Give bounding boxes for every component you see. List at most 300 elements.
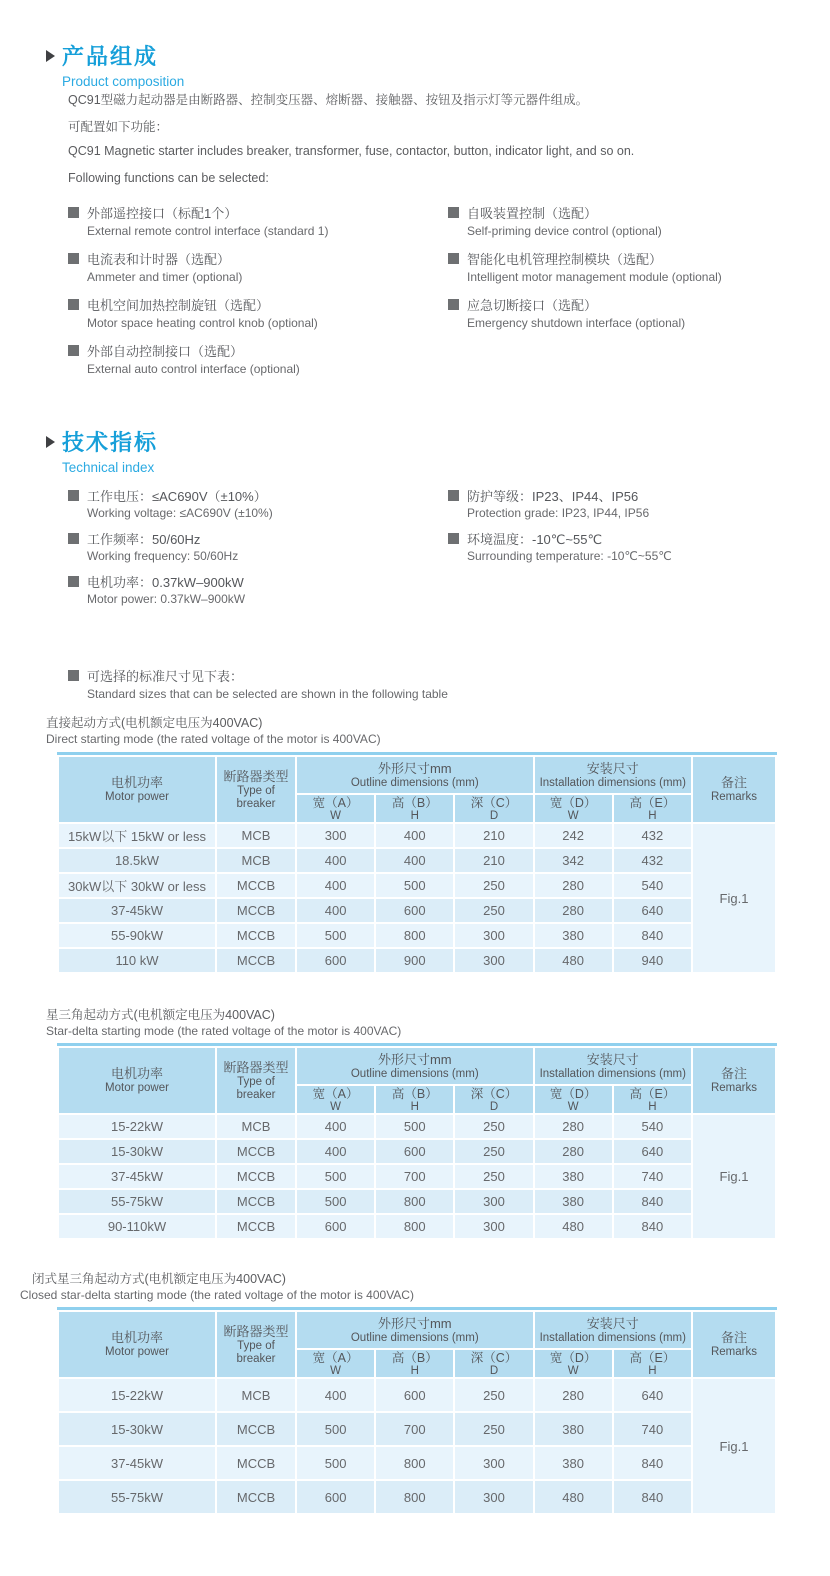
feature-item bbox=[68, 339, 440, 385]
subheader-label: 高（B） bbox=[391, 795, 438, 810]
dimension-cell: 300 bbox=[454, 1480, 533, 1514]
header-text-cn: 外形尺寸mm bbox=[377, 1315, 452, 1331]
dimension-cell: 800 bbox=[375, 1189, 454, 1214]
header-text-en: Remarks bbox=[710, 1082, 757, 1094]
col-header-remarks bbox=[692, 1047, 776, 1114]
subheader-label: 高（E） bbox=[629, 1350, 676, 1365]
subheader-label: 高（E） bbox=[629, 795, 676, 810]
breaker-type-cell: MCB bbox=[216, 823, 296, 848]
subheader-label: 宽（D） bbox=[549, 1350, 597, 1365]
motor-power-cell: 37-45kW bbox=[58, 1164, 216, 1189]
dimension-cell: 280 bbox=[534, 898, 613, 923]
header-text-cn: 备注 bbox=[720, 1330, 747, 1345]
header-text-cn: 电机功率 bbox=[110, 1066, 163, 1081]
spec-item-text-en: Surrounding temperature: -10℃~55℃ bbox=[467, 549, 672, 563]
feature-item-text-en: Emergency shutdown interface (optional) bbox=[467, 316, 686, 330]
dimension-cell: 250 bbox=[454, 1412, 533, 1446]
header-text-en: Motor power bbox=[105, 1082, 169, 1094]
subheader-letter: W bbox=[567, 1100, 579, 1113]
dimension-cell: 800 bbox=[375, 1214, 454, 1239]
section-product-composition-header bbox=[46, 40, 184, 89]
dimension-cell: 480 bbox=[534, 948, 613, 973]
dimension-cell: 400 bbox=[375, 848, 454, 873]
header-text-en: Motor power bbox=[105, 791, 169, 803]
section-title-cn: 产品组成 bbox=[62, 44, 159, 69]
subheader-label: 高（B） bbox=[391, 1086, 438, 1101]
intro-line-cn-1: QC91型磁力起动器是由断路器、控制变压器、熔断器、接触器、按钮及指示灯等元器件组成。 bbox=[68, 93, 589, 107]
dimension-cell: 840 bbox=[613, 923, 692, 948]
bullet-square-icon bbox=[448, 207, 459, 218]
section-arrow-icon bbox=[46, 50, 55, 62]
col-group-outline-dimensions bbox=[296, 1047, 534, 1085]
remark-cell: Fig.1 bbox=[692, 823, 776, 973]
subheader-letter: D bbox=[489, 809, 499, 822]
intro-line-en-2: Following functions can be selected: bbox=[68, 171, 269, 185]
col-header-height-b bbox=[375, 794, 454, 823]
bullet-square-icon bbox=[448, 299, 459, 310]
dimension-cell: 250 bbox=[454, 1164, 533, 1189]
col-group-installation-dimensions bbox=[534, 1311, 692, 1349]
standard-sizes-note bbox=[68, 664, 448, 710]
motor-power-cell: 18.5kW bbox=[58, 848, 216, 873]
table-header bbox=[58, 1047, 776, 1114]
subheader-letter: W bbox=[567, 1364, 579, 1377]
remark-cell: Fig.1 bbox=[692, 1114, 776, 1239]
header-text-en: Motor power bbox=[105, 1346, 169, 1358]
bullet-square-icon bbox=[68, 253, 79, 264]
feature-item-text-cn: 自吸装置控制（选配） bbox=[467, 206, 598, 221]
subheader-label: 宽（D） bbox=[549, 795, 597, 810]
header-text-en: Type of breaker bbox=[236, 1075, 276, 1101]
subheader-letter: H bbox=[410, 1364, 419, 1377]
breaker-type-cell: MCCB bbox=[216, 1139, 296, 1164]
subheader-label: 高（E） bbox=[629, 1086, 676, 1101]
col-header-width-a bbox=[296, 1085, 375, 1114]
feature-item-text-en: Motor space heating control knob (optional) bbox=[87, 316, 318, 330]
dimension-cell: 280 bbox=[534, 1139, 613, 1164]
direct-starting-dimensions-table bbox=[57, 755, 777, 974]
motor-power-cell: 55-75kW bbox=[58, 1480, 216, 1514]
feature-item-text-cn: 应急切断接口（选配） bbox=[467, 298, 598, 313]
header-text-en: Installation dimensions (mm) bbox=[539, 776, 686, 789]
subheader-label: 深（C） bbox=[470, 1350, 518, 1365]
table-row bbox=[58, 1378, 776, 1412]
dimension-cell: 600 bbox=[375, 898, 454, 923]
spec-item-text-cn: 防护等级：IP23、IP44、IP56 bbox=[467, 488, 639, 504]
subheader-label: 深（C） bbox=[470, 1086, 518, 1101]
feature-item bbox=[448, 293, 820, 339]
features-left-column bbox=[68, 201, 440, 385]
table-title-en: Direct starting mode (the rated voltage of the motor is 400VAC) bbox=[46, 732, 381, 746]
star-delta-dimensions-table bbox=[57, 1046, 777, 1240]
header-text-cn: 断路器类型 bbox=[223, 1059, 289, 1075]
feature-item bbox=[68, 293, 440, 339]
breaker-type-cell: MCB bbox=[216, 848, 296, 873]
header-text-cn: 断路器类型 bbox=[223, 1323, 289, 1339]
table-row bbox=[58, 1189, 776, 1214]
dimension-cell: 210 bbox=[454, 848, 533, 873]
dimension-cell: 242 bbox=[534, 823, 613, 848]
col-header-depth-c bbox=[454, 1349, 533, 1378]
dimension-cell: 840 bbox=[613, 1480, 692, 1514]
subheader-letter: H bbox=[410, 1100, 419, 1113]
bullet-square-icon bbox=[68, 299, 79, 310]
subheader-label: 宽（A） bbox=[312, 1086, 359, 1101]
note-text-cn: 可选择的标准尺寸见下表： bbox=[87, 669, 244, 684]
dimension-cell: 540 bbox=[613, 873, 692, 898]
intro-line-en-1: QC91 Magnetic starter includes breaker, transformer, fuse, contactor, button, indicator light, and so on. bbox=[68, 144, 635, 158]
breaker-type-cell: MCCB bbox=[216, 1446, 296, 1480]
subheader-label: 宽（D） bbox=[549, 1086, 597, 1101]
header-text-cn: 电机功率 bbox=[110, 1330, 163, 1345]
header-text-en: Outline dimensions (mm) bbox=[350, 776, 479, 789]
header-text-en: Remarks bbox=[710, 1346, 757, 1358]
col-header-breaker-type bbox=[216, 1047, 296, 1114]
dimension-cell: 400 bbox=[296, 1114, 375, 1139]
table-row bbox=[58, 848, 776, 873]
col-header-motor-power bbox=[58, 756, 216, 823]
motor-power-cell: 90-110kW bbox=[58, 1214, 216, 1239]
dimension-cell: 640 bbox=[613, 1378, 692, 1412]
subheader-label: 深（C） bbox=[470, 795, 518, 810]
motor-power-cell: 15-22kW bbox=[58, 1114, 216, 1139]
table-row bbox=[58, 1214, 776, 1239]
dimension-cell: 380 bbox=[534, 1446, 613, 1480]
feature-item-text-cn: 智能化电机管理控制模块（选配） bbox=[467, 252, 663, 267]
subheader-letter: H bbox=[410, 809, 419, 822]
dimension-cell: 500 bbox=[296, 923, 375, 948]
spec-item bbox=[68, 570, 440, 613]
table-header bbox=[58, 756, 776, 823]
dimension-cell: 300 bbox=[296, 823, 375, 848]
col-header-height-e bbox=[613, 794, 692, 823]
header-text-en: Outline dimensions (mm) bbox=[350, 1067, 479, 1080]
col-header-motor-power bbox=[58, 1047, 216, 1114]
col-header-depth-c bbox=[454, 794, 533, 823]
subheader-label: 宽（A） bbox=[312, 795, 359, 810]
header-text-cn: 安装尺寸 bbox=[586, 1051, 639, 1067]
dimension-cell: 432 bbox=[613, 823, 692, 848]
dimension-cell: 800 bbox=[375, 1446, 454, 1480]
dimension-cell: 250 bbox=[454, 1114, 533, 1139]
table-row bbox=[58, 1480, 776, 1514]
spec-item-text-cn: 环境温度：-10℃~55℃ bbox=[467, 531, 603, 547]
dimension-cell: 640 bbox=[613, 898, 692, 923]
header-text-en: Outline dimensions (mm) bbox=[350, 1331, 479, 1344]
dimension-cell: 300 bbox=[454, 1446, 533, 1480]
col-header-width-a bbox=[296, 794, 375, 823]
header-text-cn: 外形尺寸mm bbox=[377, 1051, 452, 1067]
spec-item-text-en: Working voltage: ≤AC690V (±10%) bbox=[87, 506, 273, 520]
spec-item bbox=[68, 484, 440, 527]
table-row bbox=[58, 898, 776, 923]
dimension-cell: 300 bbox=[454, 948, 533, 973]
col-header-breaker-type bbox=[216, 756, 296, 823]
spec-item-text-en: Working frequency: 50/60Hz bbox=[87, 549, 239, 563]
dimension-cell: 800 bbox=[375, 923, 454, 948]
dimension-cell: 250 bbox=[454, 873, 533, 898]
breaker-type-cell: MCCB bbox=[216, 948, 296, 973]
header-text-cn: 备注 bbox=[720, 775, 747, 790]
table-body bbox=[58, 823, 776, 973]
table1-title bbox=[46, 713, 381, 746]
spec-item bbox=[68, 527, 440, 570]
star-delta-table-wrap bbox=[57, 1043, 777, 1240]
closed-star-delta-dimensions-table bbox=[57, 1310, 777, 1515]
subheader-letter: H bbox=[648, 1100, 657, 1113]
header-text-cn: 断路器类型 bbox=[223, 768, 289, 784]
feature-item bbox=[68, 247, 440, 293]
col-header-remarks bbox=[692, 1311, 776, 1378]
dimension-cell: 400 bbox=[375, 823, 454, 848]
table3-title-en: Closed star-delta starting mode (the rated voltage of the motor is 400VAC) bbox=[20, 1288, 414, 1302]
breaker-type-cell: MCCB bbox=[216, 873, 296, 898]
dimension-cell: 400 bbox=[296, 1378, 375, 1412]
spec-item bbox=[448, 484, 820, 527]
dimension-cell: 280 bbox=[534, 1114, 613, 1139]
dimension-cell: 500 bbox=[375, 1114, 454, 1139]
motor-power-cell: 30kW以下 30kW or less bbox=[58, 873, 216, 898]
header-text-cn: 外形尺寸mm bbox=[377, 760, 452, 776]
bullet-square-icon bbox=[68, 576, 79, 587]
col-header-width-d bbox=[534, 794, 613, 823]
direct-starting-table-wrap bbox=[57, 752, 777, 974]
col-header-motor-power bbox=[58, 1311, 216, 1378]
dimension-cell: 210 bbox=[454, 823, 533, 848]
table2-title bbox=[46, 1005, 401, 1038]
dimension-cell: 600 bbox=[375, 1378, 454, 1412]
header-text-en: Installation dimensions (mm) bbox=[539, 1331, 686, 1344]
dimension-cell: 250 bbox=[454, 898, 533, 923]
dimension-cell: 500 bbox=[296, 1164, 375, 1189]
product-intro bbox=[68, 90, 634, 198]
dimension-cell: 700 bbox=[375, 1164, 454, 1189]
header-text-cn: 电机功率 bbox=[110, 775, 163, 790]
subheader-letter: H bbox=[648, 1364, 657, 1377]
motor-power-cell: 37-45kW bbox=[58, 1446, 216, 1480]
motor-power-cell: 15kW以下 15kW or less bbox=[58, 823, 216, 848]
motor-power-cell: 55-75kW bbox=[58, 1189, 216, 1214]
feature-item-text-cn: 外部自动控制接口（选配） bbox=[87, 344, 244, 359]
dimension-cell: 400 bbox=[296, 848, 375, 873]
col-header-width-d bbox=[534, 1349, 613, 1378]
table-row bbox=[58, 1412, 776, 1446]
subheader-letter: W bbox=[330, 809, 342, 822]
feature-item-text-en: Intelligent motor management module (optional) bbox=[467, 270, 722, 284]
breaker-type-cell: MCCB bbox=[216, 923, 296, 948]
section-title-en: Product composition bbox=[62, 74, 185, 89]
table-row bbox=[58, 1114, 776, 1139]
col-header-width-a bbox=[296, 1349, 375, 1378]
dimension-cell: 840 bbox=[613, 1189, 692, 1214]
breaker-type-cell: MCCB bbox=[216, 1214, 296, 1239]
dimension-cell: 840 bbox=[613, 1214, 692, 1239]
subheader-label: 宽（A） bbox=[312, 1350, 359, 1365]
bullet-square-icon bbox=[68, 345, 79, 356]
bullet-square-icon bbox=[68, 533, 79, 544]
dimension-cell: 640 bbox=[613, 1139, 692, 1164]
table-row bbox=[58, 823, 776, 848]
table-row bbox=[58, 923, 776, 948]
breaker-type-cell: MCCB bbox=[216, 1412, 296, 1446]
subheader-letter: D bbox=[489, 1100, 499, 1113]
feature-item bbox=[448, 247, 820, 293]
dimension-cell: 740 bbox=[613, 1412, 692, 1446]
dimension-cell: 250 bbox=[454, 1378, 533, 1412]
dimension-cell: 800 bbox=[375, 1480, 454, 1514]
dimension-cell: 480 bbox=[534, 1480, 613, 1514]
bullet-square-icon bbox=[68, 490, 79, 501]
breaker-type-cell: MCCB bbox=[216, 1189, 296, 1214]
dimension-cell: 250 bbox=[454, 1139, 533, 1164]
header-text-en: Type of breaker bbox=[236, 1339, 276, 1365]
feature-item-text-cn: 电机空间加热控制旋钮（选配） bbox=[87, 298, 270, 313]
dimension-cell: 300 bbox=[454, 923, 533, 948]
col-group-installation-dimensions bbox=[534, 756, 692, 794]
spec-item-text-cn: 工作频率：50/60Hz bbox=[87, 531, 201, 547]
table-row bbox=[58, 1164, 776, 1189]
col-group-outline-dimensions bbox=[296, 756, 534, 794]
dimension-cell: 600 bbox=[296, 948, 375, 973]
header-text-en: Installation dimensions (mm) bbox=[539, 1067, 686, 1080]
subheader-letter: W bbox=[330, 1100, 342, 1113]
feature-item-text-en: External auto control interface (optional) bbox=[87, 362, 300, 376]
table-row bbox=[58, 873, 776, 898]
dimension-cell: 740 bbox=[613, 1164, 692, 1189]
col-header-height-e bbox=[613, 1349, 692, 1378]
subheader-letter: W bbox=[330, 1364, 342, 1377]
col-group-installation-dimensions bbox=[534, 1047, 692, 1085]
dimension-cell: 400 bbox=[296, 873, 375, 898]
dimension-cell: 380 bbox=[534, 923, 613, 948]
intro-line-cn-2: 可配置如下功能： bbox=[68, 120, 169, 134]
col-header-height-b bbox=[375, 1349, 454, 1378]
col-header-height-e bbox=[613, 1085, 692, 1114]
table-title-cn: 星三角起动方式(电机额定电压为400VAC) bbox=[46, 1008, 275, 1022]
dimension-cell: 500 bbox=[375, 873, 454, 898]
header-text-en: Type of breaker bbox=[236, 784, 276, 810]
subheader-letter: D bbox=[489, 1364, 499, 1377]
breaker-type-cell: MCB bbox=[216, 1114, 296, 1139]
col-header-depth-c bbox=[454, 1085, 533, 1114]
dimension-cell: 500 bbox=[296, 1446, 375, 1480]
feature-item-text-en: Ammeter and timer (optional) bbox=[87, 270, 243, 284]
dimension-cell: 840 bbox=[613, 1446, 692, 1480]
table-body bbox=[58, 1378, 776, 1514]
motor-power-cell: 15-22kW bbox=[58, 1378, 216, 1412]
breaker-type-cell: MCCB bbox=[216, 1164, 296, 1189]
section-arrow-icon bbox=[46, 436, 55, 448]
feature-item-text-cn: 电流表和计时器（选配） bbox=[87, 252, 231, 267]
bullet-square-icon bbox=[68, 670, 79, 681]
closed-star-delta-table-wrap bbox=[57, 1307, 777, 1515]
col-header-height-b bbox=[375, 1085, 454, 1114]
breaker-type-cell: MCB bbox=[216, 1378, 296, 1412]
dimension-cell: 342 bbox=[534, 848, 613, 873]
spec-item-text-cn: 电机功率：0.37kW–900kW bbox=[87, 574, 244, 590]
table3-title-cn: 闭式星三角起动方式(电机额定电压为400VAC) bbox=[32, 1272, 286, 1286]
specs-right-column bbox=[448, 484, 820, 570]
spec-item-text-en: Motor power: 0.37kW–900kW bbox=[87, 592, 246, 606]
feature-item bbox=[68, 201, 440, 247]
feature-item-text-cn: 外部遥控接口（标配1个） bbox=[87, 206, 238, 221]
motor-power-cell: 55-90kW bbox=[58, 923, 216, 948]
dimension-cell: 380 bbox=[534, 1189, 613, 1214]
header-text-cn: 备注 bbox=[720, 1066, 747, 1081]
dimension-cell: 280 bbox=[534, 1378, 613, 1412]
header-text-cn: 安装尺寸 bbox=[586, 760, 639, 776]
dimension-cell: 600 bbox=[296, 1214, 375, 1239]
dimension-cell: 380 bbox=[534, 1412, 613, 1446]
dimension-cell: 380 bbox=[534, 1164, 613, 1189]
dimension-cell: 500 bbox=[296, 1189, 375, 1214]
dimension-cell: 600 bbox=[296, 1480, 375, 1514]
subheader-letter: H bbox=[648, 809, 657, 822]
header-text-en: Remarks bbox=[710, 791, 757, 803]
specs-left-column bbox=[68, 484, 440, 613]
features-right-column bbox=[448, 201, 820, 339]
motor-power-cell: 15-30kW bbox=[58, 1412, 216, 1446]
col-header-width-d bbox=[534, 1085, 613, 1114]
spec-item bbox=[448, 527, 820, 570]
dimension-cell: 280 bbox=[534, 873, 613, 898]
table-header bbox=[58, 1311, 776, 1378]
feature-item-text-en: Self-priming device control (optional) bbox=[467, 224, 662, 238]
table-row bbox=[58, 1139, 776, 1164]
breaker-type-cell: MCCB bbox=[216, 898, 296, 923]
dimension-cell: 480 bbox=[534, 1214, 613, 1239]
table-row bbox=[58, 948, 776, 973]
dimension-cell: 400 bbox=[296, 898, 375, 923]
col-header-breaker-type bbox=[216, 1311, 296, 1378]
bullet-square-icon bbox=[448, 533, 459, 544]
motor-power-cell: 110 kW bbox=[58, 948, 216, 973]
table-title-en: Star-delta starting mode (the rated voltage of the motor is 400VAC) bbox=[46, 1024, 402, 1038]
dimension-cell: 600 bbox=[375, 1139, 454, 1164]
dimension-cell: 432 bbox=[613, 848, 692, 873]
header-text-cn: 安装尺寸 bbox=[586, 1315, 639, 1331]
feature-item bbox=[448, 201, 820, 247]
note-text-en: Standard sizes that can be selected are shown in the following table bbox=[87, 687, 448, 701]
breaker-type-cell: MCCB bbox=[216, 1480, 296, 1514]
dimension-cell: 300 bbox=[454, 1214, 533, 1239]
dimension-cell: 940 bbox=[613, 948, 692, 973]
col-header-remarks bbox=[692, 756, 776, 823]
section-title-cn: 技术指标 bbox=[62, 430, 159, 455]
spec-item-text-en: Protection grade: IP23, IP44, IP56 bbox=[467, 506, 650, 520]
table-row bbox=[58, 1446, 776, 1480]
remark-cell: Fig.1 bbox=[692, 1378, 776, 1514]
dimension-cell: 400 bbox=[296, 1139, 375, 1164]
motor-power-cell: 37-45kW bbox=[58, 898, 216, 923]
col-group-outline-dimensions bbox=[296, 1311, 534, 1349]
motor-power-cell: 15-30kW bbox=[58, 1139, 216, 1164]
feature-item-text-en: External remote control interface (standard 1) bbox=[87, 224, 329, 238]
subheader-label: 高（B） bbox=[391, 1350, 438, 1365]
dimension-cell: 500 bbox=[296, 1412, 375, 1446]
bullet-square-icon bbox=[448, 490, 459, 501]
dimension-cell: 900 bbox=[375, 948, 454, 973]
table-title-cn: 直接起动方式(电机额定电压为400VAC) bbox=[46, 716, 263, 730]
dimension-cell: 300 bbox=[454, 1189, 533, 1214]
table-body bbox=[58, 1114, 776, 1239]
section-title-en: Technical index bbox=[62, 460, 155, 475]
section-technical-index-header bbox=[46, 426, 158, 475]
bullet-square-icon bbox=[448, 253, 459, 264]
subheader-letter: W bbox=[567, 809, 579, 822]
dimension-cell: 540 bbox=[613, 1114, 692, 1139]
dimension-cell: 700 bbox=[375, 1412, 454, 1446]
